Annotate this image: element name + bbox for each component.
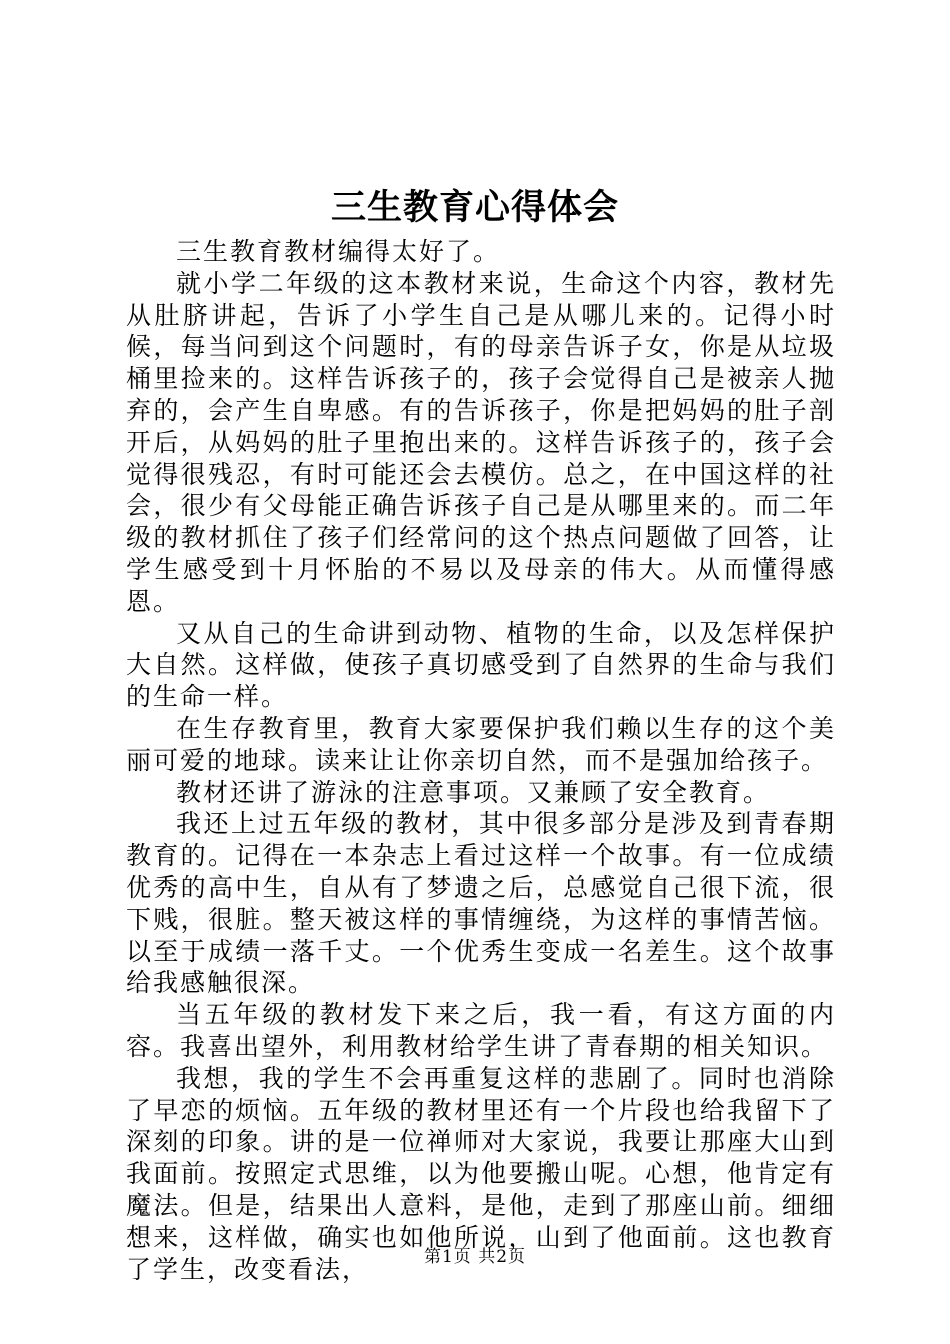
document-title: 三生教育心得体会: [330, 187, 619, 228]
paragraph-7: 当五年级的教材发下来之后，我一看，有这方面的内容。我喜出望外，利用教材给学生讲了青春期的相关知识。: [126, 1000, 836, 1061]
document-body: [126, 236, 836, 1285]
paragraph-3: 又从自己的生命讲到动物、植物的生命，以及怎样保护大自然。这样做，使孩子真切感受到了自然界的生命与我们的生命一样。: [126, 618, 836, 712]
paragraph-6: 我还上过五年级的教材，其中很多部分是涉及到青春期教育的。记得在一本杂志上看过这样一个故事。有一位成绩优秀的高中生，自从有了梦遗之后，总感觉自己很下流，很下贱，很脏。整天被这样的事情缠绕，为这样的事情苦恼。以至于成绩一落千丈。一个优秀生变成一名差生。这个故事给我感触很深。: [126, 809, 836, 998]
paragraph-8: 我想，我的学生不会再重复这样的悲剧了。同时也消除了早恋的烦恼。五年级的教材里还有一个片段也给我留下了深刻的印象。讲的是一位禅师对大家说，我要让那座大山到我面前。按照定式思维，以为他要搬山呢。心想，他肯定有魔法。但是，结果出人意料，是他，走到了那座山前。细细想来，这样做，确实也如他所说，山到了他面前。这也教育了学生，改变看法，: [126, 1063, 836, 1284]
page-footer: 第1页 共2页: [423, 1247, 527, 1267]
paragraph-1: 三生教育教材编得太好了。: [176, 237, 501, 266]
paragraph-4: 在生存教育里，教育大家要保护我们赖以生存的这个美丽可爱的地球。读来让让你亲切自然，而不是强加给孩子。: [126, 713, 836, 775]
paragraph-5: 教材还讲了游泳的注意事项。又兼顾了安全教育。: [176, 777, 771, 807]
paragraph-2: 就小学二年级的这本教材来说，生命这个内容，教材先从肚脐讲起，告诉了小学生自己是从哪儿来的。记得小时候，每当问到这个问题时，有的母亲告诉子女，你是从垃圾桶里捡来的。这样告诉孩子的，孩子会觉得自己是被亲人抛弃的，会产生自卑感。有的告诉孩子，你是把妈妈的肚子剖开后，从妈妈的肚子里抱出来的。这样告诉孩子的，孩子会觉得很残忍，有时可能还会去模仿。总之，在中国这样的社会，很少有父母能正确告诉孩子自己是从哪里来的。而二年级的教材抓住了孩子们经常问的这个热点问题做了回答，让学生感受到十月怀胎的不易以及母亲的伟大。从而懂得感恩。: [126, 268, 836, 616]
